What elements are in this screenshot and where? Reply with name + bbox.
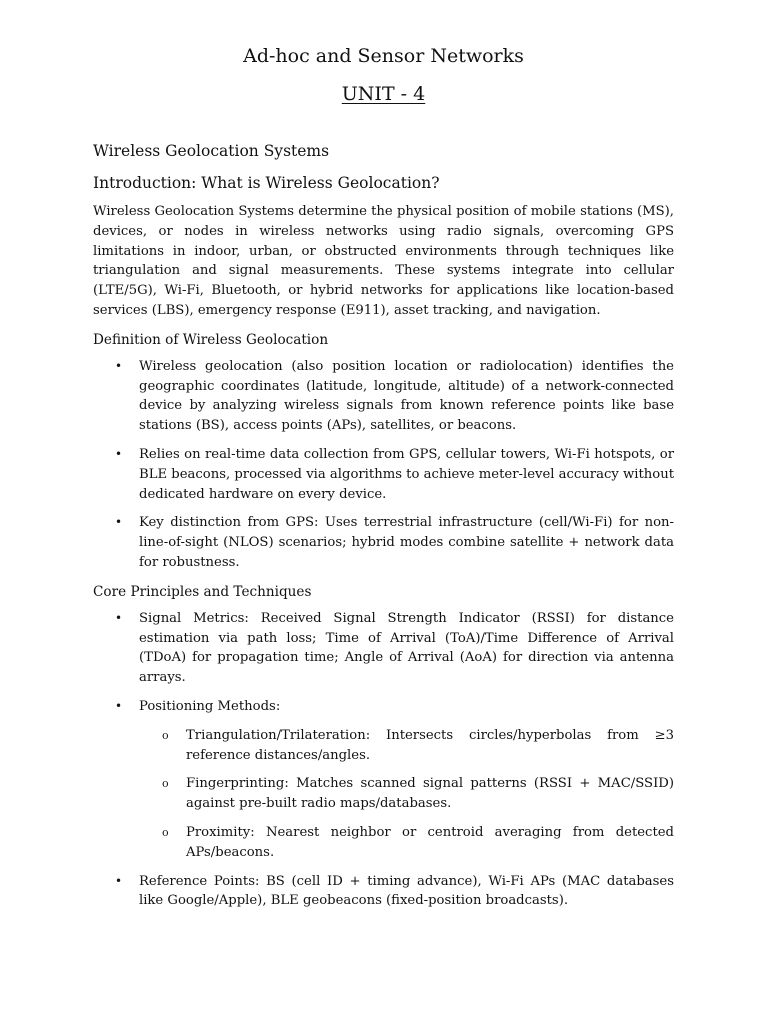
positioning-suffix: : bbox=[275, 698, 281, 714]
bullet-icon: • bbox=[115, 446, 123, 461]
fingerprinting-term: Fingerprinting bbox=[186, 776, 285, 792]
sub-bullet-icon: o bbox=[162, 777, 169, 791]
definition-item-text: Relies on real-time data collection from GPS, cellular towers, Wi-Fi hotspots, or BLE beacons, processed via algorithms to achieve meter-level accuracy without dedicated hardware on every device. bbox=[139, 446, 675, 502]
definition-heading: Definition of Wireless Geolocation bbox=[93, 331, 329, 348]
fingerprinting-text: : Matches scanned signal patterns (RSSI + MAC/SSID) against pre-built radio maps/databases. bbox=[186, 776, 674, 812]
list-item bbox=[139, 726, 674, 766]
list-item bbox=[139, 823, 674, 863]
list-item bbox=[93, 445, 674, 504]
triangulation-text: : Intersects circles/hyperbolas from ≥3 reference distances/angles. bbox=[186, 727, 674, 763]
section-title: Wireless Geolocation Systems bbox=[93, 142, 330, 160]
definition-list bbox=[93, 357, 674, 573]
bullet-icon: • bbox=[115, 610, 123, 625]
list-item bbox=[93, 697, 674, 863]
positioning-term: Positioning Methods bbox=[139, 698, 276, 714]
unit-title: UNIT - 4 bbox=[341, 83, 426, 105]
proximity-text: : Nearest neighbor or centroid averaging from detected APs/beacons. bbox=[186, 824, 674, 860]
positioning-sublist bbox=[139, 726, 674, 863]
bullet-icon: • bbox=[115, 515, 123, 530]
proximity-term: Proximity bbox=[186, 824, 251, 840]
definition-item-text: Key distinction from GPS: Uses terrestrial infrastructure (cell/Wi-Fi) for non-line-of-sight (NLOS) scenarios; hybrid modes combine satellite + network data for robustness. bbox=[139, 515, 674, 570]
list-item bbox=[93, 609, 674, 688]
list-item bbox=[93, 513, 674, 572]
bullet-icon: • bbox=[115, 873, 123, 888]
core-list bbox=[93, 609, 674, 911]
definition-item-text: Wireless geolocation (also position location or radiolocation) identifies the geographic coordinates (latitude, longitude, altitude) of a network-connected device by analyzing wireless signals from known reference points like base stations (BS), access points (APs), satellites, or beacons. bbox=[139, 358, 674, 434]
course-title: Ad-hoc and Sensor Networks bbox=[243, 45, 524, 67]
list-item bbox=[93, 872, 674, 912]
triangulation-term: Triangulation/Trilateration bbox=[186, 727, 366, 743]
bullet-icon: • bbox=[115, 698, 123, 713]
reference-term: Reference Points bbox=[139, 873, 255, 889]
bullet-icon: • bbox=[115, 358, 123, 373]
list-item bbox=[139, 774, 674, 814]
list-item bbox=[93, 357, 674, 436]
intro-heading: Introduction: What is Wireless Geolocation? bbox=[93, 174, 440, 192]
reference-text: : BS (cell ID + timing advance), Wi-Fi APs (MAC databases like Google/Apple), BLE geobeacons (fixed-position broadcasts). bbox=[139, 873, 675, 909]
core-heading: Core Principles and Techniques bbox=[93, 583, 312, 600]
signal-metrics-term: Signal Metrics bbox=[139, 610, 245, 626]
sub-bullet-icon: o bbox=[162, 728, 169, 742]
sub-bullet-icon: o bbox=[162, 825, 169, 839]
intro-paragraph: Wireless Geolocation Systems determine the physical position of mobile stations (MS), devices, or nodes in wireless networks using radio signals, overcoming GPS limitations in indoor, urban, or obstructed environments through techniques like triangulation and signal measurements. These systems integrate into cellular (LTE/5G), Wi-Fi, Bluetooth, or hybrid networks for applications like location-based services (LBS), emergency response (E911), asset tracking, and navigation. bbox=[93, 204, 674, 318]
signal-metrics-text: : Received Signal Strength Indicator (RSSI) for distance estimation via path loss; Time of Arrival (ToA)/Time Difference of Arrival (TDoA) for propagation time; Angle of Arrival (AoA) for direction via antenna arrays. bbox=[139, 610, 674, 686]
